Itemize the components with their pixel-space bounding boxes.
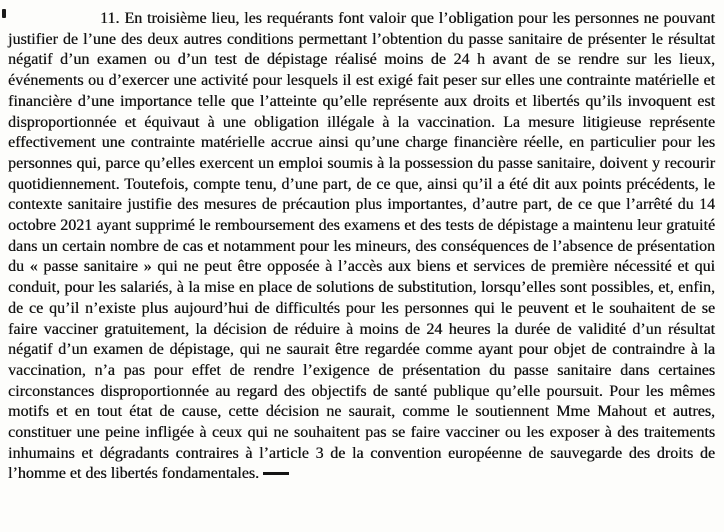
paragraph-body: En troisième lieu, les requérants font valoir que l’obligation pour les personnes ne pouvant justifier de l’une des deux autres conditions permettant l’obtention du passe sanitaire de présenter le résultat négatif d’un examen ou d’un test de dépistage réalisé moins de 24 h avant de se rendre sur les lieux, événements ou d’exercer une activité pour lesquels il est exigé fait peser sur elles une contrainte matérielle et financière d’une importance telle que l’atteinte qu’elle représente aux droits et libertés qu’ils invoquent est disproportionnée et équivaut à une obligation illégale à la vaccination. La mesure litigieuse représente effectivement une contrainte matérielle accrue ainsi qu’une charge financière réelle, en particulier pour les personnes qui, parce qu’elles exercent un emploi soumis à la possession du passe sanitaire, doivent y recourir quotidiennement. Toutefois, compte tenu, d’une part, de ce que, ainsi qu’il a été dit aux points précédents, le contexte sanitaire justifie des mesures de précaution plus importantes, d’autre part, de ce que l’arrêté du 14 octobre 2021 ayant supprimé le remboursement des examens et des tests de dépistage a maintenu leur gratuité dans un certain nombre de cas et notamment pour les mineurs, des conséquences de l’absence de présentation du « passe sanitaire » qui ne peut être opposée à l’accès aux biens et services de première nécessité et qui conduit, pour les salariés, à la mise en place de solutions de substitution, lorsqu’elles sont possibles, et, enfin, de ce qu’il n’existe plus aujourd’hui de difficultés pour les personnes qui le peuvent et le souhaitent de se faire vacciner gratuitement, la décision de réduire à moins de 24 heures la durée de validité d’un résultat négatif d’un examen de dépistage, qui ne saurait être regardée comme ayant pour objet de contraindre à la vaccination, n’a pas pour effet de rendre l’exigence de présentation du passe sanitaire dans certaines circonstances disproportionnée au regard des objectifs de santé publique qu’elle poursuit. Pour les mêmes motifs et en tout état de cause, cette décision ne saurait, comme le soutiennent Mme Mahout et autres, constituer une peine infligée à ceux qui ne souhaitent pas se faire vacciner ou les exposer à des traitements inhumains et dégradants contraires à l’article 3 de la convention européenne de sauvegarde des droits de l’homme et des libertés fondamentales.	[8, 10, 715, 483]
legal-paragraph-11	[8, 9, 715, 485]
scan-artifact-mark	[2, 9, 6, 18]
scan-artifact-dash	[263, 472, 289, 475]
paragraph-number: 11.	[100, 10, 120, 27]
